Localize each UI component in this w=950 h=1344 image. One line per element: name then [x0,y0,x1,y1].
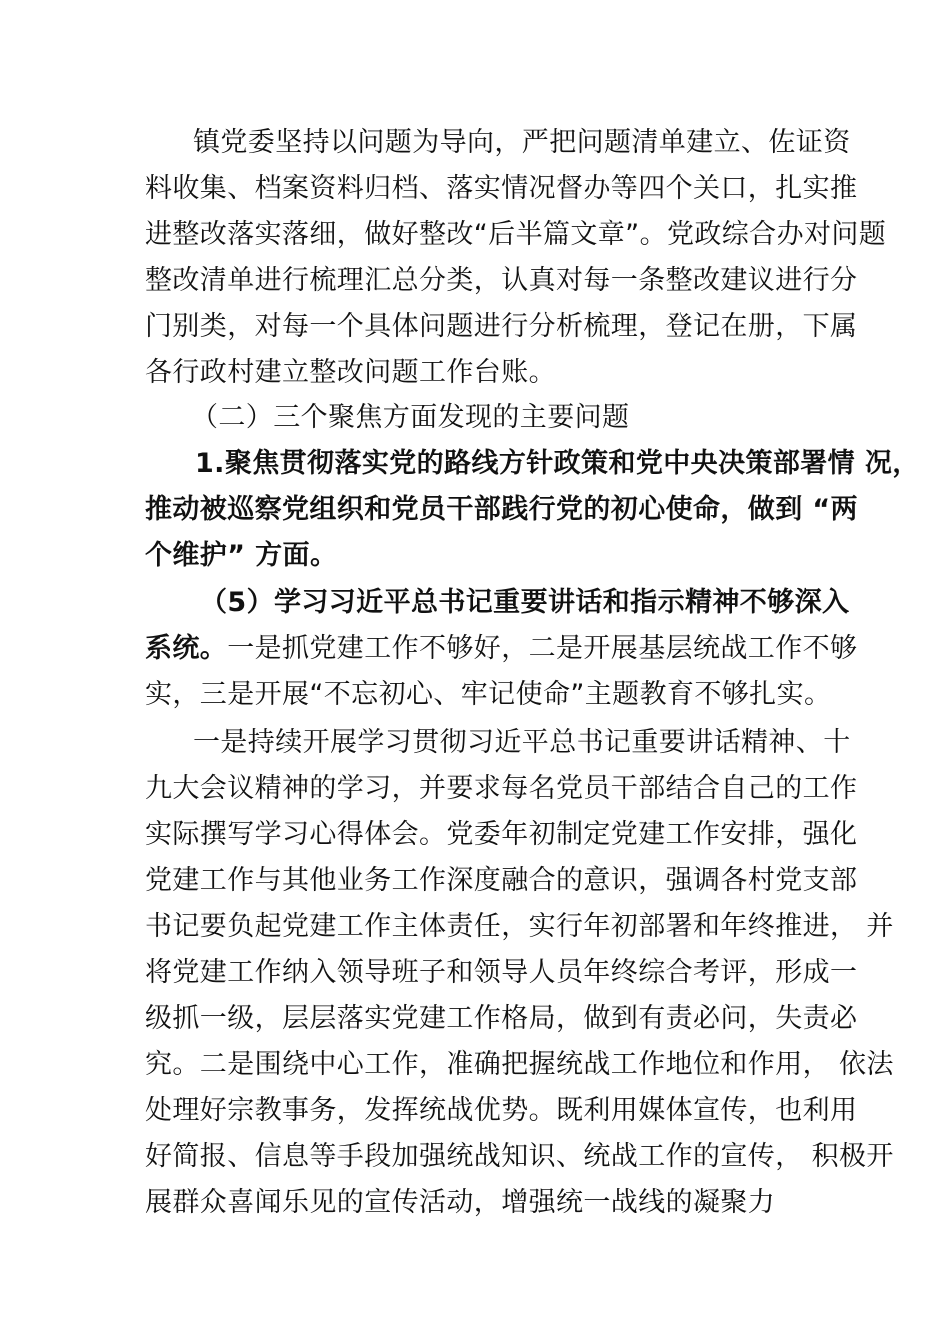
item-5-title-end: 系统。 [145,633,228,664]
paragraph-line: 究。二是围绕中心工作，准确把握统战工作地位和作用， 依法 [145,1049,894,1080]
paragraph-line: 镇党委坚持以问题为导向，严把问题清单建立、佐证资 [193,127,851,158]
paragraph-line: 实际撰写学习心得体会。党委年初制定党建工作安排，强化 [145,819,858,850]
paragraph-line: 门别类，对每一个具体问题进行分析梳理，登记在册，下属 [145,311,858,342]
paragraph-line: 处理好宗教事务，发挥统战优势。既利用媒体宣传，也利用 [145,1095,858,1126]
paragraph-line: 将党建工作纳入领导班子和领导人员年终综合考评，形成一 [145,957,858,988]
paragraph-line: 各行政村建立整改问题工作台账。 [145,357,556,388]
paragraph-line: 料收集、档案资料归档、落实情况督办等四个关口，扎实推 [145,173,858,204]
section-heading: （二）三个聚焦方面发现的主要问题 [191,402,630,433]
paragraph-line: 党建工作与其他业务工作深度融合的意识，强调各村党支部 [145,865,858,896]
paragraph-line: 九大会议精神的学习，并要求每名党员干部结合自己的工作 [145,773,858,804]
paragraph-line: 整改清单进行梳理汇总分类，认真对每一条整改建议进行分 [145,265,858,296]
subheading-line: 个维护” 方面。 [145,540,338,571]
item-5-line [145,626,857,672]
item-5-title: （5）学习习近平总书记重要讲话和指示精神不够深入 [200,587,850,618]
paragraph-line: 好简报、信息等手段加强统战知识、统战工作的宣传， 积极开 [145,1141,894,1172]
subheading-line: 推动被巡察党组织和党员干部践行党的初心使命，做到 “两 [145,494,858,525]
paragraph-line: 展群众喜闻乐见的宣传活动，增强统一战线的凝聚力 [145,1187,776,1218]
paragraph-line: 书记要负起党建工作主体责任，实行年初部署和年终推进， 并 [145,911,894,942]
paragraph-line: 级抓一级，层层落实党建工作格局，做到有责必问，失责必 [145,1003,858,1034]
item-5-line: 实，三是开展“不忘初心、牢记使命”主题教育不够扎实。 [145,679,832,710]
subheading-line: 1.聚焦贯彻落实党的路线方针政策和党中央决策部署情 况， [195,448,920,479]
paragraph-line: 一是持续开展学习贯彻习近平总书记重要讲话精神、十 [193,727,851,758]
paragraph-line: 进整改落实落细，做好整改“后半篇文章”。党政综合办对问题 [145,219,887,250]
item-5-text: 一是抓党建工作不够好，二是开展基层统战工作不够 [227,633,858,664]
